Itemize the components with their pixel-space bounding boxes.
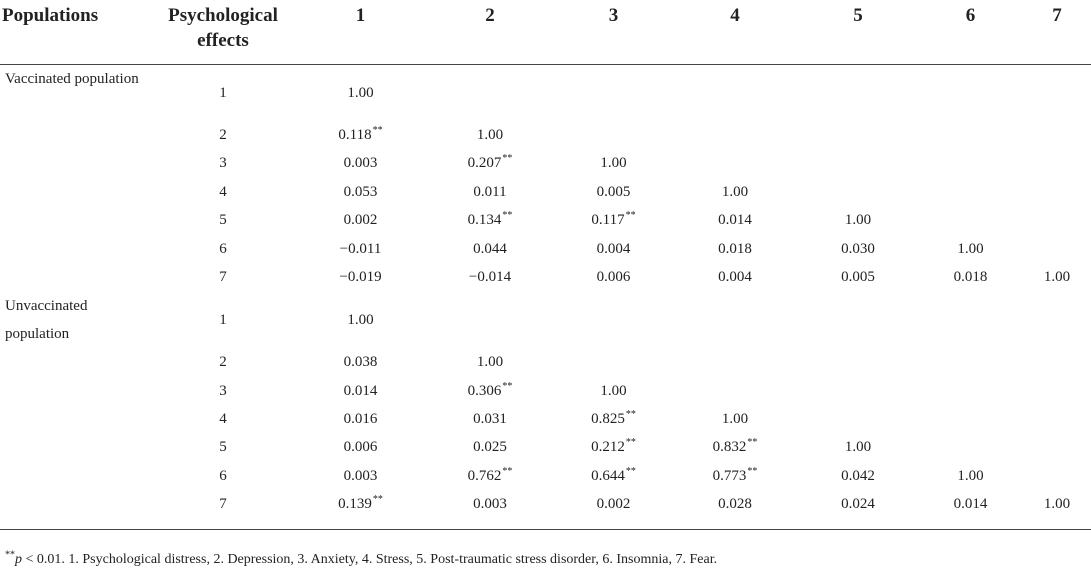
effect-index: 5 — [219, 212, 227, 229]
header-col-6: 6 — [918, 0, 1023, 65]
table-row — [0, 150, 1091, 178]
correlation-cell — [918, 348, 1023, 376]
correlation-cell — [918, 377, 1023, 405]
correlation-value: 0.006 — [596, 268, 631, 285]
correlation-value: 0.038 — [343, 354, 378, 371]
significance-mark: ** — [747, 437, 758, 449]
correlation-cell — [425, 235, 555, 263]
effect-index: 1 — [219, 85, 227, 101]
correlation-value: 0.134 — [467, 212, 502, 229]
population-cell-empty — [0, 263, 150, 291]
correlation-cell — [425, 150, 555, 178]
correlation-value: 1.00 — [600, 155, 627, 172]
correlation-cell — [918, 206, 1023, 234]
correlation-value: 1.00 — [957, 240, 984, 257]
correlation-cell — [798, 263, 918, 291]
correlation-cell — [555, 348, 672, 376]
correlation-cell — [918, 292, 1023, 349]
correlation-cell — [672, 462, 798, 490]
header-col-7: 7 — [1023, 0, 1091, 65]
correlation-cell — [672, 377, 798, 405]
correlation-value: 0.002 — [343, 212, 378, 229]
correlation-cell — [425, 206, 555, 234]
correlation-cell — [425, 405, 555, 433]
correlation-value: 0.004 — [596, 240, 631, 257]
correlation-value: 0.014 — [343, 382, 378, 399]
correlation-value: 0.018 — [953, 268, 988, 285]
table-row — [0, 405, 1091, 433]
correlation-cell — [296, 490, 425, 529]
correlation-value: 0.044 — [473, 240, 507, 257]
correlation-cell — [918, 434, 1023, 462]
table-row — [0, 235, 1091, 263]
correlation-cell — [672, 150, 798, 178]
correlation-cell — [672, 263, 798, 291]
population-cell-empty — [0, 462, 150, 490]
correlation-value: 0.053 — [343, 183, 378, 200]
correlation-cell — [918, 462, 1023, 490]
population-cell-empty — [0, 121, 150, 149]
correlation-value: 0.003 — [343, 155, 378, 172]
table-row — [0, 377, 1091, 405]
population-cell-empty — [0, 235, 150, 263]
correlation-value: 1.00 — [347, 311, 374, 328]
correlation-value: 0.042 — [841, 467, 875, 484]
correlation-cell — [425, 434, 555, 462]
table-body — [0, 65, 1091, 530]
correlation-cell — [555, 65, 672, 122]
effect-index: 6 — [219, 467, 227, 484]
correlation-cell — [918, 490, 1023, 529]
correlation-cell — [555, 178, 672, 206]
correlation-cell — [918, 150, 1023, 178]
correlation-cell — [296, 150, 425, 178]
correlation-cell — [296, 121, 425, 149]
correlation-value: 0.014 — [718, 212, 752, 229]
correlation-cell — [798, 348, 918, 376]
effect-index: 2 — [219, 126, 227, 143]
header-col-4: 4 — [672, 0, 798, 65]
correlation-cell — [798, 405, 918, 433]
correlation-cell — [555, 206, 672, 234]
correlation-cell — [918, 65, 1023, 122]
effect-index: 4 — [219, 183, 227, 200]
correlation-cell — [1023, 292, 1091, 349]
population-cell-empty — [0, 348, 150, 376]
correlation-value: 1.00 — [476, 126, 504, 143]
correlation-cell — [798, 377, 918, 405]
significance-mark: ** — [502, 380, 513, 392]
correlation-cell — [672, 121, 798, 149]
correlation-cell — [1023, 377, 1091, 405]
correlation-cell — [425, 490, 555, 529]
effect-index: 3 — [219, 155, 227, 172]
significance-mark: ** — [625, 465, 636, 477]
correlation-cell — [296, 235, 425, 263]
correlation-value: 0.139 — [338, 496, 372, 513]
correlation-cell — [672, 405, 798, 433]
correlation-cell — [296, 65, 425, 122]
header-populations: Populations — [0, 0, 150, 65]
correlation-value: 1.00 — [957, 467, 984, 484]
correlation-cell — [296, 263, 425, 291]
correlation-cell — [296, 206, 425, 234]
effect-index: 7 — [219, 268, 227, 285]
correlation-cell — [1023, 405, 1091, 433]
correlation-cell — [1023, 150, 1091, 178]
correlation-value: 0.005 — [596, 183, 631, 200]
correlation-value: 1.00 — [476, 354, 504, 371]
header-psychological-effects: Psychological effects — [150, 0, 296, 65]
correlation-value: 0.832 — [712, 439, 747, 456]
correlation-cell — [918, 263, 1023, 291]
correlation-cell — [798, 462, 918, 490]
correlation-value: 0.118 — [338, 126, 372, 143]
correlation-value: 1.00 — [721, 410, 749, 427]
correlation-value: 1.00 — [347, 85, 374, 101]
effect-index: 2 — [219, 354, 227, 371]
correlation-cell — [1023, 462, 1091, 490]
table-row — [0, 121, 1091, 149]
population-cell-empty — [0, 434, 150, 462]
correlation-cell — [296, 462, 425, 490]
correlation-value: 0.025 — [473, 439, 507, 456]
correlation-cell — [555, 490, 672, 529]
correlation-cell — [296, 405, 425, 433]
table-row — [0, 490, 1091, 529]
population-label: Vaccinated population — [5, 71, 139, 87]
table-footnote — [5, 549, 718, 568]
table-row — [0, 292, 1091, 349]
effect-index: 3 — [219, 382, 227, 399]
correlation-cell — [296, 434, 425, 462]
correlation-cell — [672, 292, 798, 349]
correlation-cell — [555, 434, 672, 462]
header-col-2: 2 — [425, 0, 555, 65]
correlation-value: 0.003 — [343, 467, 378, 484]
correlation-value: 0.207 — [467, 155, 502, 172]
correlation-value: 0.011 — [473, 183, 507, 200]
correlation-cell — [1023, 235, 1091, 263]
correlation-cell — [918, 121, 1023, 149]
significance-mark: ** — [625, 437, 636, 449]
correlation-cell — [425, 462, 555, 490]
significance-mark: ** — [502, 465, 513, 477]
effect-index: 1 — [219, 311, 227, 328]
correlation-cell — [672, 434, 798, 462]
correlation-cell — [672, 348, 798, 376]
correlation-value: 0.644 — [591, 467, 625, 484]
correlation-value: 1.00 — [600, 382, 627, 399]
correlation-cell — [555, 121, 672, 149]
significance-mark: ** — [372, 494, 383, 506]
correlation-cell — [1023, 434, 1091, 462]
header-col-1: 1 — [296, 0, 425, 65]
correlation-cell — [555, 235, 672, 263]
table-row — [0, 263, 1091, 291]
footnote-significance-mark: ** — [5, 549, 15, 561]
significance-mark: ** — [625, 408, 636, 420]
significance-mark: ** — [625, 210, 636, 222]
correlation-cell — [425, 178, 555, 206]
correlation-cell — [425, 65, 555, 122]
correlation-cell — [555, 405, 672, 433]
correlation-value: 0.014 — [953, 496, 988, 513]
correlation-value: 0.024 — [841, 496, 875, 513]
table-row — [0, 348, 1091, 376]
significance-mark: ** — [502, 153, 513, 165]
correlation-value: 0.117 — [591, 212, 625, 229]
correlation-cell — [672, 178, 798, 206]
correlation-cell — [296, 348, 425, 376]
correlation-value: 1.00 — [721, 183, 749, 200]
correlation-cell — [672, 206, 798, 234]
effect-index: 4 — [219, 410, 227, 427]
correlation-value: 0.306 — [467, 382, 502, 399]
correlation-cell — [425, 121, 555, 149]
correlation-cell — [798, 490, 918, 529]
correlation-value: −0.014 — [468, 268, 512, 285]
header-col-3: 3 — [555, 0, 672, 65]
correlation-cell — [1023, 263, 1091, 291]
correlation-cell — [555, 377, 672, 405]
correlation-value: 0.762 — [467, 467, 502, 484]
correlation-cell — [425, 377, 555, 405]
significance-mark: ** — [502, 210, 513, 222]
correlation-cell — [1023, 65, 1091, 122]
footnote-p-variable: p — [15, 552, 22, 567]
footnote-text: < 0.01. 1. Psychological distress, 2. Depression, 3. Anxiety, 4. Stress, 5. Post-traumatic stress disorder, 6. Insomnia, 7. Fear. — [22, 552, 718, 567]
effect-index: 6 — [219, 240, 227, 257]
population-cell-empty — [0, 377, 150, 405]
correlation-cell — [555, 263, 672, 291]
correlation-cell — [1023, 490, 1091, 529]
correlation-cell — [1023, 178, 1091, 206]
header-row — [0, 0, 1091, 65]
correlation-value: 0.825 — [591, 410, 625, 427]
correlation-value: 1.00 — [844, 439, 872, 456]
correlation-cell — [1023, 348, 1091, 376]
header-col-5: 5 — [798, 0, 918, 65]
correlation-value: 0.005 — [841, 268, 875, 285]
correlation-cell — [798, 150, 918, 178]
population-cell-empty — [0, 490, 150, 529]
correlation-cell — [425, 348, 555, 376]
correlation-cell — [296, 178, 425, 206]
correlation-cell — [918, 235, 1023, 263]
correlation-cell — [798, 206, 918, 234]
table-row — [0, 434, 1091, 462]
correlation-cell — [798, 292, 918, 349]
correlation-cell — [555, 150, 672, 178]
correlation-value: 0.016 — [343, 410, 378, 427]
correlation-cell — [1023, 121, 1091, 149]
correlation-cell — [798, 434, 918, 462]
effect-index: 5 — [219, 439, 227, 456]
correlation-value: 0.212 — [591, 439, 625, 456]
correlation-cell — [555, 462, 672, 490]
correlation-cell — [918, 405, 1023, 433]
correlation-cell — [672, 65, 798, 122]
correlation-cell — [296, 377, 425, 405]
correlation-cell — [798, 235, 918, 263]
correlation-value: 1.00 — [1043, 268, 1071, 285]
correlation-value: 0.031 — [473, 410, 507, 427]
correlation-value: 1.00 — [1043, 496, 1071, 513]
correlation-value: 0.002 — [596, 496, 631, 513]
correlation-value: 0.004 — [718, 268, 752, 285]
correlation-value: 0.018 — [718, 240, 752, 257]
table-row — [0, 206, 1091, 234]
correlation-value: 0.003 — [473, 496, 507, 513]
correlation-cell — [918, 178, 1023, 206]
correlation-value: 0.030 — [841, 240, 875, 257]
correlation-cell — [296, 292, 425, 349]
correlation-value: 0.028 — [718, 496, 752, 513]
correlation-cell — [425, 292, 555, 349]
correlation-value: 0.773 — [712, 467, 747, 484]
correlation-cell — [798, 178, 918, 206]
correlation-cell — [672, 235, 798, 263]
correlation-value: 1.00 — [844, 212, 872, 229]
table-row — [0, 462, 1091, 490]
significance-mark: ** — [747, 465, 758, 477]
correlation-value: −0.011 — [339, 240, 382, 257]
effect-index: 7 — [150, 490, 296, 529]
correlation-cell — [672, 490, 798, 529]
population-cell-empty — [0, 405, 150, 433]
population-cell-empty — [0, 178, 150, 206]
correlation-cell — [798, 65, 918, 122]
population-cell-empty — [0, 206, 150, 234]
correlation-cell — [555, 292, 672, 349]
correlation-value: −0.019 — [339, 268, 382, 285]
population-label: Unvaccinated population — [5, 297, 88, 343]
correlation-value: 0.006 — [343, 439, 378, 456]
correlation-cell — [425, 263, 555, 291]
population-cell-empty — [0, 150, 150, 178]
correlation-cell — [1023, 206, 1091, 234]
table-row — [0, 65, 1091, 122]
correlation-cell — [798, 121, 918, 149]
significance-mark: ** — [372, 124, 383, 136]
table-row — [0, 178, 1091, 206]
